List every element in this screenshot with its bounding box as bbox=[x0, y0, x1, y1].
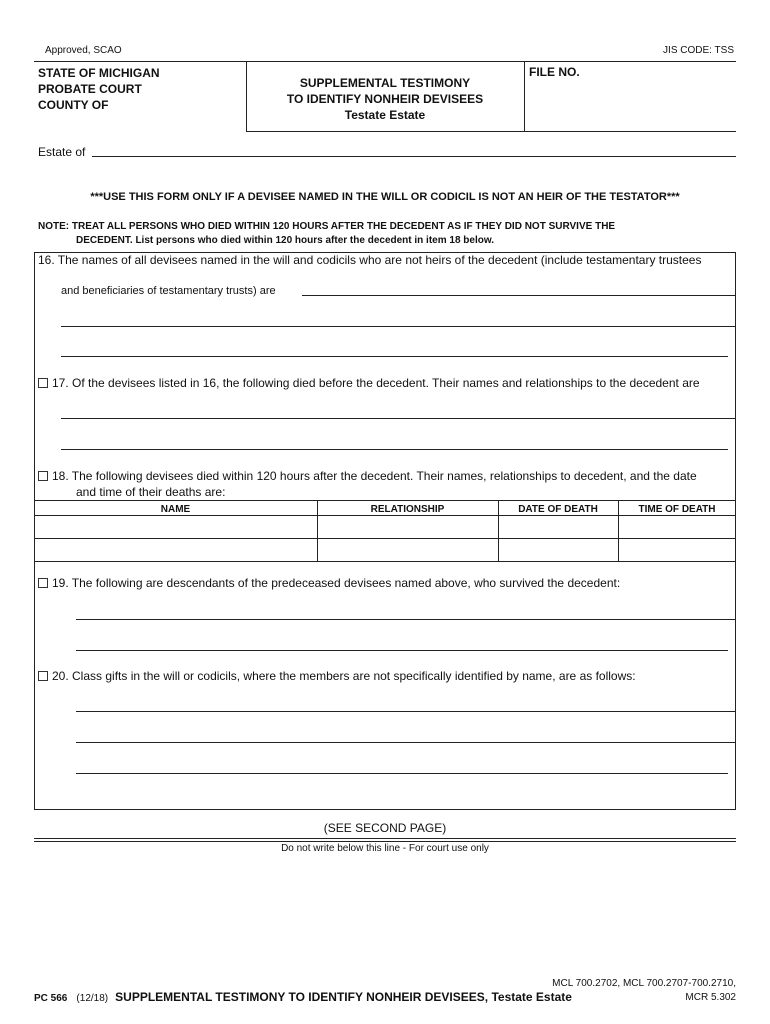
estate-name-field[interactable] bbox=[92, 156, 736, 157]
item-20-checkbox[interactable] bbox=[38, 671, 48, 681]
court-use-rule-2 bbox=[34, 841, 736, 842]
table-row-2-name[interactable] bbox=[35, 539, 317, 561]
see-second-page: (SEE SECOND PAGE) bbox=[323, 821, 447, 835]
footer-form-number: PC 566 bbox=[34, 993, 68, 1004]
note-line2: DECEDENT. List persons who died within 120 hours after the decedent in item 18 below. bbox=[76, 235, 495, 246]
form-title-line2: TO IDENTIFY NONHEIR DEVISEES bbox=[286, 92, 484, 106]
header-divider-right bbox=[524, 61, 525, 132]
court-use-notice: Do not write below this line - For court use only bbox=[281, 843, 489, 854]
item-20-field-3[interactable] bbox=[76, 773, 728, 774]
item-18 bbox=[38, 469, 697, 483]
header-bottom-rule bbox=[246, 131, 736, 132]
table-row-2-relationship[interactable] bbox=[318, 539, 498, 561]
item-19-field-2[interactable] bbox=[76, 650, 728, 651]
table-header-time-of-death: TIME OF DEATH bbox=[638, 504, 716, 515]
item-20-text: 20. Class gifts in the will or codicils, where the members are not specifically identified by name, are as follows: bbox=[52, 669, 636, 683]
item-18-text: 18. The following devisees died within 120 hours after the decedent. Their names, relationships to decedent, and the date bbox=[52, 469, 697, 483]
footer-revision: (12/18) bbox=[76, 993, 109, 1004]
footer-title: SUPPLEMENTAL TESTIMONY TO IDENTIFY NONHEIR DEVISEES, Testate Estate bbox=[115, 990, 572, 1004]
footer-form-id bbox=[34, 990, 572, 1004]
item-20 bbox=[38, 669, 636, 683]
jis-code: JIS CODE: TSS bbox=[663, 45, 734, 56]
item-16-field-2[interactable] bbox=[61, 326, 736, 327]
table-row-2-date[interactable] bbox=[499, 539, 618, 561]
item-19-field-1[interactable] bbox=[76, 619, 736, 620]
item-19 bbox=[38, 576, 620, 590]
table-header-date-of-death: DATE OF DEATH bbox=[518, 504, 598, 515]
form-title bbox=[246, 75, 524, 123]
footer-mcl: MCL 700.2702, MCL 700.2707-700.2710, bbox=[552, 978, 736, 989]
table-row-2-time[interactable] bbox=[619, 539, 735, 561]
form-title-line3: Testate Estate bbox=[344, 108, 426, 122]
item-17 bbox=[38, 376, 700, 390]
table-row-1-relationship[interactable] bbox=[318, 516, 498, 538]
warning-text: ***USE THIS FORM ONLY IF A DEVISEE NAMED IN THE WILL OR CODICIL IS NOT AN HEIR OF THE TESTATOR*** bbox=[90, 191, 680, 203]
table-row-1-time[interactable] bbox=[619, 516, 735, 538]
estate-of-label: Estate of bbox=[38, 145, 86, 159]
approved-text: Approved, SCAO bbox=[45, 45, 122, 56]
court-info bbox=[38, 65, 160, 113]
item-16-field-1[interactable] bbox=[302, 295, 736, 296]
item-17-field-1[interactable] bbox=[61, 418, 736, 419]
file-no-label: FILE NO. bbox=[529, 65, 580, 79]
item-17-text: 17. Of the devisees listed in 16, the following died before the decedent. Their names and relationships to the decedent are bbox=[52, 376, 700, 390]
note-line1: NOTE: TREAT ALL PERSONS WHO DIED WITHIN 120 HOURS AFTER THE DECEDENT AS IF THEY DID NOT SURVIVE THE bbox=[38, 221, 616, 232]
item-18-checkbox[interactable] bbox=[38, 471, 48, 481]
form-title-line1: SUPPLEMENTAL TESTIMONY bbox=[299, 76, 471, 90]
footer-mcr: MCR 5.302 bbox=[685, 992, 736, 1003]
court-name: PROBATE COURT bbox=[38, 82, 142, 96]
table-header-name: NAME bbox=[160, 504, 191, 515]
item-19-text: 19. The following are descendants of the predeceased devisees named above, who survived the decedent: bbox=[52, 576, 621, 590]
table-row-1-date[interactable] bbox=[499, 516, 618, 538]
file-no-field[interactable] bbox=[530, 80, 730, 128]
court-county-label: COUNTY OF bbox=[38, 98, 109, 112]
item-19-checkbox[interactable] bbox=[38, 578, 48, 588]
court-state: STATE OF MICHIGAN bbox=[38, 66, 160, 80]
item-16-text: 16. The names of all devisees named in the will and codicils who are not heirs of the decedent (include testamentary trustees bbox=[38, 253, 702, 267]
item-17-field-2[interactable] bbox=[61, 449, 728, 450]
item-20-field-2[interactable] bbox=[76, 742, 736, 743]
item-18-text-cont: and time of their deaths are: bbox=[76, 485, 226, 499]
header-top-rule bbox=[34, 61, 736, 62]
court-use-rule-1 bbox=[34, 838, 736, 839]
item-20-field-1[interactable] bbox=[76, 711, 736, 712]
item-16-text-cont: and beneficiaries of testamentary trusts) are bbox=[61, 285, 276, 297]
item-16-field-3[interactable] bbox=[61, 356, 728, 357]
item-17-checkbox[interactable] bbox=[38, 378, 48, 388]
table-row-1-name[interactable] bbox=[35, 516, 317, 538]
table-header-relationship: RELATIONSHIP bbox=[370, 504, 445, 515]
